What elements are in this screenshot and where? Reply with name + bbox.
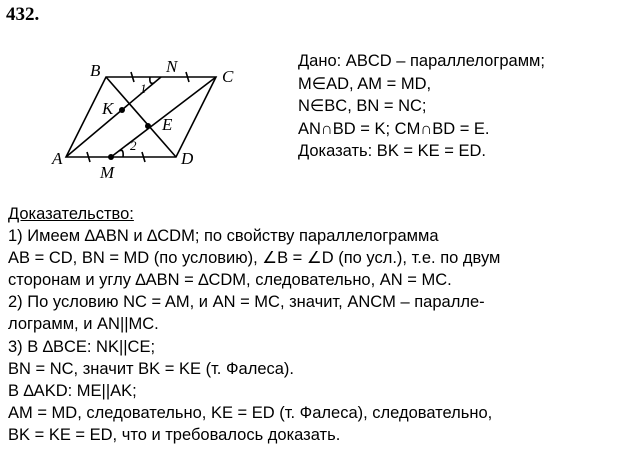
point-k [119, 107, 125, 113]
proof-line: сторонам и углу ∆ABN = ∆CDM, следовательно, AN = MC. [8, 271, 452, 290]
given-line: M∈AD, AM = MD, [298, 74, 432, 93]
label-b: B [90, 61, 101, 80]
label-n: N [166, 57, 178, 76]
proof-heading: Доказательство: [8, 205, 134, 223]
angle-1-arc [150, 77, 154, 83]
proof-block [8, 203, 500, 446]
proof-line: В ∆AKD: ME||AK; [8, 381, 137, 400]
given-line: N∈BC, BN = NC; [298, 97, 427, 115]
proof-line: BK = KE = ED, что и требовалось доказать. [8, 425, 341, 444]
label-d: D [181, 149, 194, 168]
parallelogram-figure [30, 52, 260, 192]
proof-line: AB = CD, BN = MD (по условию), ∠B = ∠D (по усл.), т.е. по двум [8, 249, 501, 268]
label-k: K [102, 99, 114, 118]
label-c: C [222, 67, 234, 86]
point-e [145, 123, 151, 129]
label-m: M [100, 163, 115, 182]
proof-line: лограмм, и AN||MC. [8, 315, 159, 334]
proof-line: 3) В ∆BCE: NK||CE; [8, 337, 156, 356]
segment-an [66, 77, 161, 157]
label-e: E [162, 115, 173, 134]
point-m [108, 154, 114, 160]
angle-2-arc [119, 150, 123, 157]
proof-line: 1) Имеем ∆ABN и ∆CDM; по свойству параллелограмма [8, 227, 439, 246]
proof-line: 2) По условию NC = AM, и AN = MC, значит, ANCM – паралле- [8, 293, 485, 312]
label-a: A [52, 149, 63, 168]
given-line: AN∩BD = K; CM∩BD = E. [298, 119, 490, 138]
label-angle-1: 1 [140, 81, 147, 96]
proof-line: AM = MD, следовательно, KE = ED (т. Фалеса), следовательно, [8, 403, 493, 422]
proof-line: BN = NC, значит BK = KE (т. Фалеса). [8, 359, 295, 378]
problem-number: 432. [6, 4, 40, 25]
label-angle-2: 2 [130, 138, 137, 153]
given-block [298, 50, 545, 163]
given-line: Дано: ABCD – параллелограмм; [298, 52, 545, 70]
prove-line: Доказать: BK = KE = ED. [298, 142, 486, 160]
